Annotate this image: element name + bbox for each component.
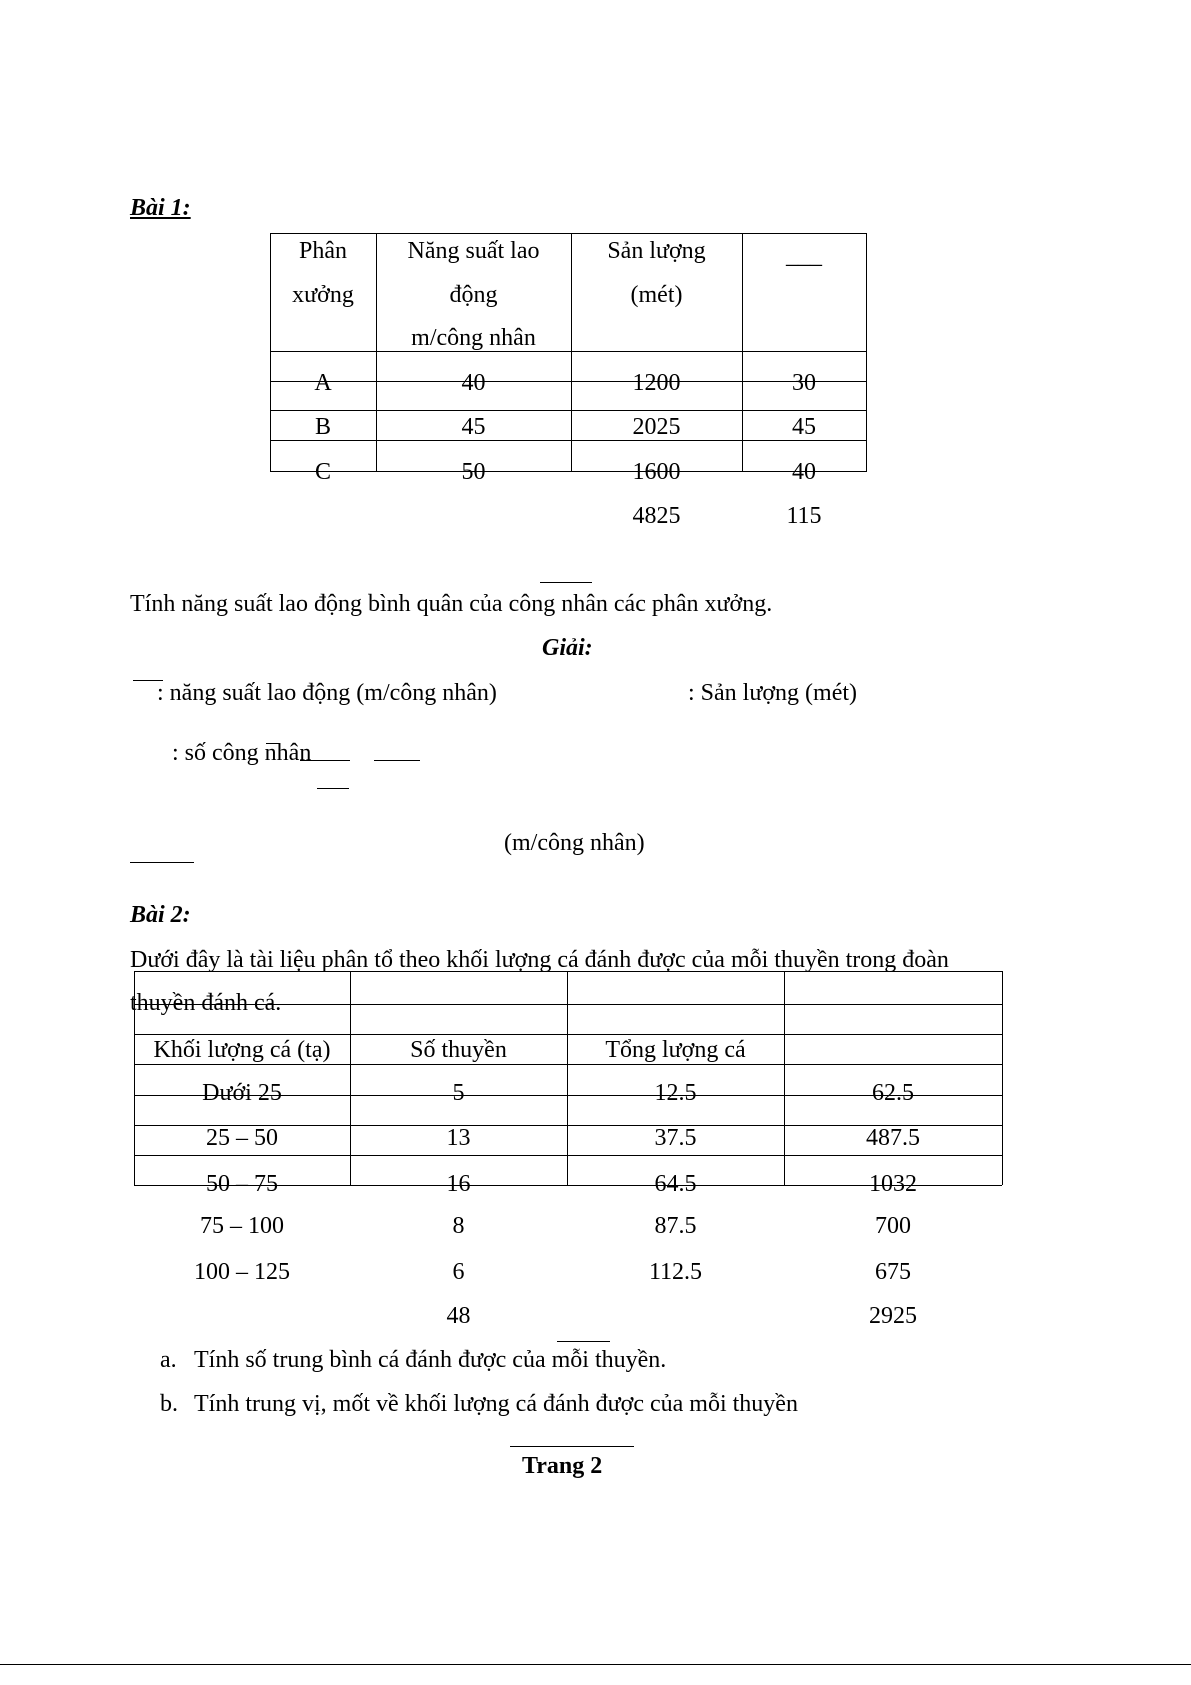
result-unit: (m/công nhân) (504, 830, 645, 856)
question-b-marker: b. (160, 1391, 178, 1417)
bai2-intro-line1: Dưới đây là tài liệu phân tổ theo khối lượng cá đánh được của mỗi thuyền trong đoàn (130, 947, 949, 973)
row5-tong: 675 (875, 1259, 911, 1285)
row-a-xuong: A (314, 370, 332, 396)
bai1-question: Tính năng suất lao động bình quân của công nhân các phân xưởng. (130, 591, 773, 617)
row3-so-thuyen: 16 (446, 1171, 471, 1197)
row5-gia-tri-giua: 112.5 (648, 1259, 703, 1285)
header-phan-xuong-2: xưởng (292, 282, 354, 308)
row2-so-thuyen: 13 (446, 1125, 471, 1151)
question-a-text: Tính số trung bình cá đánh được của mỗi thuyền. (194, 1347, 667, 1373)
solution-title: Giải: (542, 635, 593, 661)
row1-so-thuyen: 5 (452, 1080, 465, 1106)
row4-tong: 700 (875, 1213, 911, 1239)
row-a-cong-nhan: 30 (792, 370, 816, 396)
total-tong: 2925 (869, 1303, 917, 1329)
question-b-text: Tính trung vị, mốt về khối lượng cá đánh được của mỗi thuyền (194, 1391, 798, 1417)
overbar-mark-2 (557, 1341, 610, 1342)
row1-gia-tri-giua: 12.5 (654, 1080, 697, 1106)
row2-gia-tri-giua: 37.5 (654, 1125, 697, 1151)
header-phan-xuong-1: Phân (299, 238, 347, 264)
formula-mark-2 (300, 760, 350, 761)
row-b-nang-suat: 45 (461, 414, 486, 440)
row-c-san-luong: 1600 (632, 459, 681, 485)
header-nang-suat-1: Năng suất lao (407, 238, 540, 264)
row-a-nang-suat: 40 (461, 370, 486, 396)
total-cong-nhan: 115 (786, 503, 822, 529)
def-x: : năng suất lao động (m/công nhân) (157, 680, 497, 706)
row3-tong: 1032 (869, 1171, 917, 1197)
row3-khoi-luong: 50 – 75 (206, 1171, 278, 1197)
row-b-cong-nhan: 45 (792, 414, 816, 440)
formula-mark-1 (266, 743, 280, 744)
header-nang-suat-2: động (449, 282, 498, 308)
row4-so-thuyen: 8 (452, 1213, 465, 1239)
result-mark (130, 862, 194, 863)
bai1-heading: Bài 1: (130, 195, 191, 221)
header-khoi-luong: Khối lượng cá (tạ) (153, 1037, 331, 1063)
row4-gia-tri-giua: 87.5 (654, 1213, 697, 1239)
row-b-xuong: B (314, 414, 331, 440)
row2-tong: 487.5 (866, 1125, 920, 1151)
def-f: : số công nhân (172, 740, 312, 766)
total-san-luong: 4825 (632, 503, 681, 529)
row1-tong: 62.5 (872, 1080, 914, 1106)
header-blank-symbol: ___ (786, 243, 822, 269)
footer-rule (510, 1446, 634, 1447)
total-so-thuyen: 48 (446, 1303, 471, 1329)
row-a-san-luong: 1200 (632, 370, 681, 396)
header-so-thuyen: Số thuyền (410, 1037, 507, 1063)
header-tong-luong: Tổng lượng cá (605, 1037, 746, 1063)
row5-so-thuyen: 6 (452, 1259, 465, 1285)
row-c-cong-nhan: 40 (792, 459, 816, 485)
formula-mark-4 (317, 788, 349, 789)
overbar-mark (540, 582, 592, 583)
row-c-nang-suat: 50 (461, 459, 486, 485)
row4-khoi-luong: 75 – 100 (200, 1213, 284, 1239)
page-bottom-rule (0, 1664, 1191, 1665)
formula-mark-3 (374, 760, 420, 761)
row5-khoi-luong: 100 – 125 (194, 1259, 290, 1285)
bai2-intro-line2: thuyền đánh cá. (130, 990, 282, 1016)
row2-khoi-luong: 25 – 50 (206, 1125, 278, 1151)
row3-gia-tri-giua: 64.5 (654, 1171, 697, 1197)
def-m: : Sản lượng (mét) (688, 680, 858, 706)
question-a-marker: a. (160, 1347, 177, 1373)
row-c-xuong: C (314, 459, 331, 485)
header-san-luong-2: (mét) (630, 282, 683, 308)
header-nang-suat-3: m/công nhân (411, 325, 536, 351)
header-san-luong-1: Sản lượng (607, 238, 706, 264)
page-number: Trang 2 (522, 1453, 603, 1479)
bai2-heading: Bài 2: (130, 902, 191, 928)
row1-khoi-luong: Dưới 25 (202, 1080, 282, 1106)
row-b-san-luong: 2025 (632, 414, 681, 440)
